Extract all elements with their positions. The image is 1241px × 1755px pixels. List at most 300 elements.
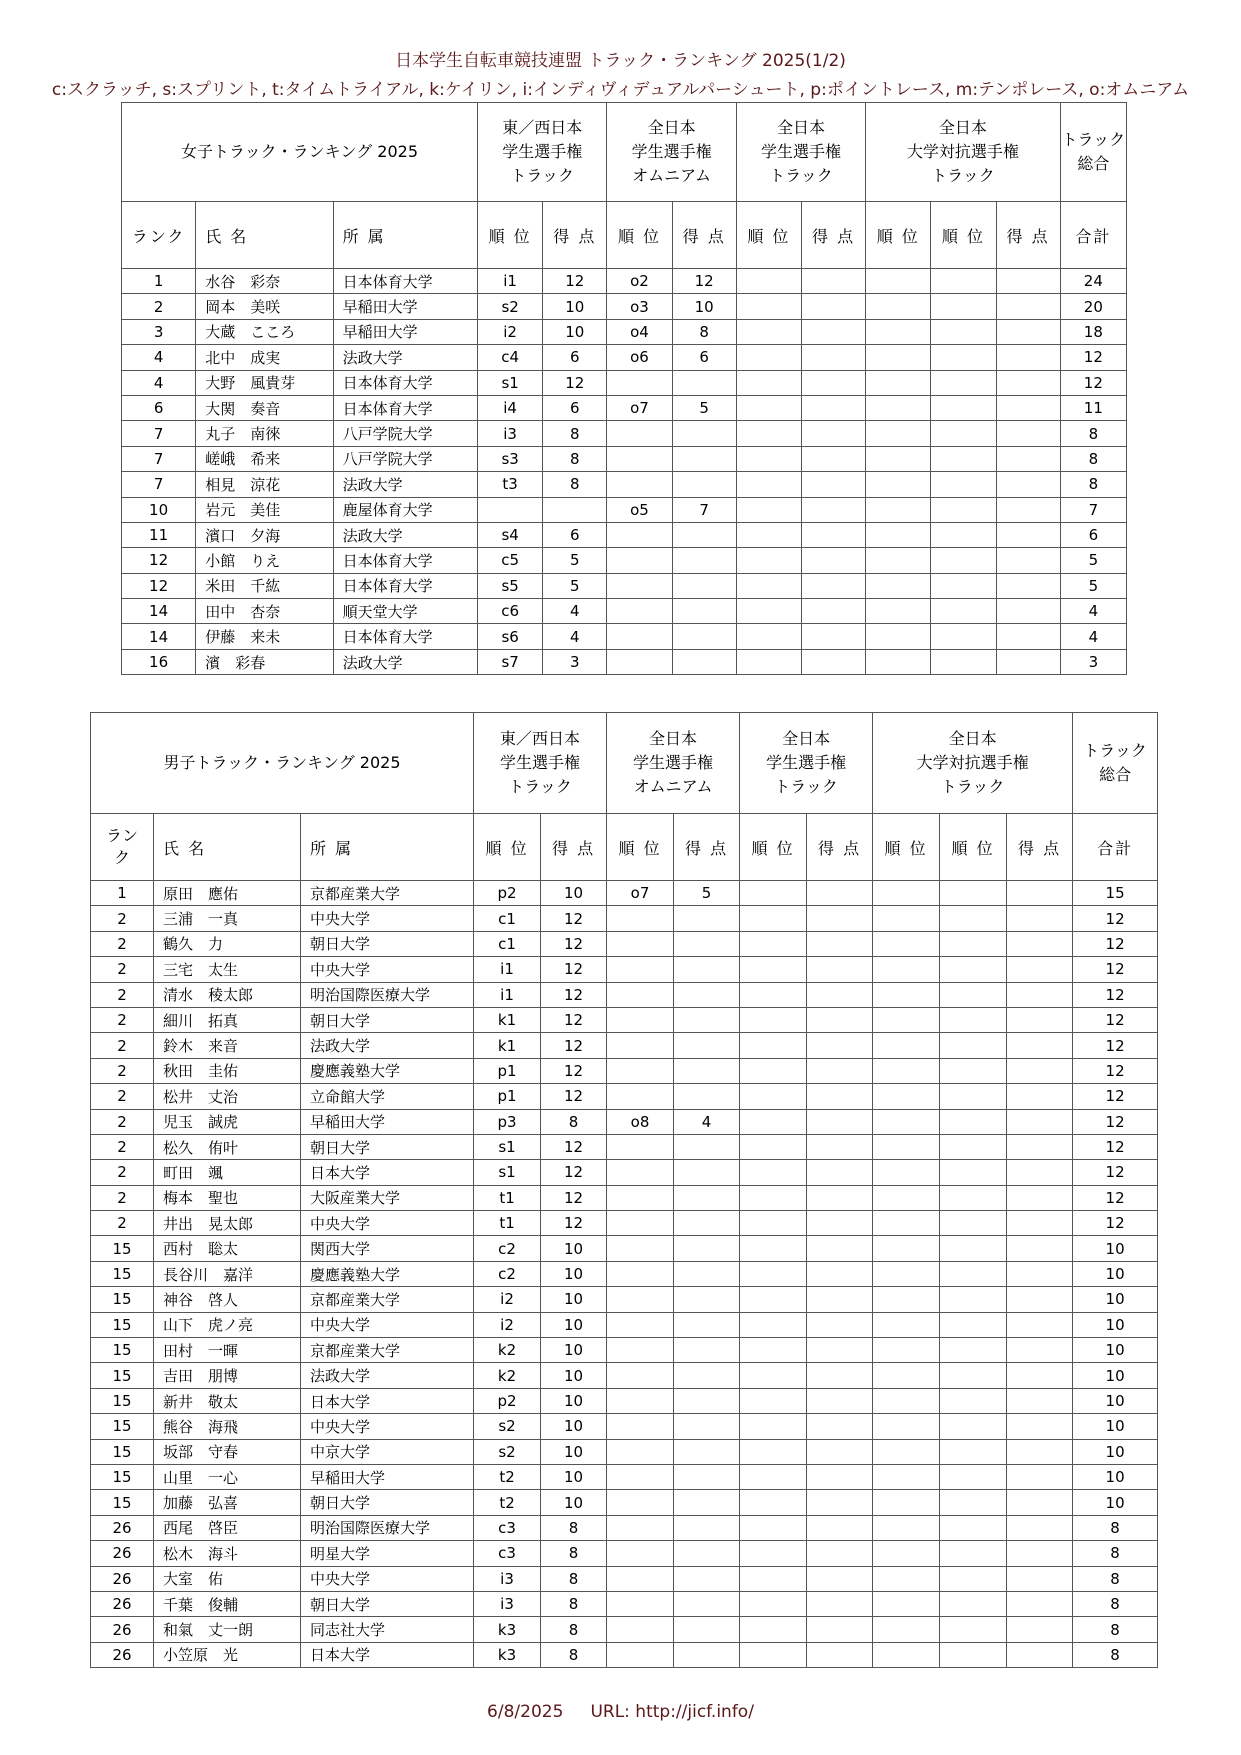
col-rank: 7 — [122, 446, 196, 471]
table-row — [122, 497, 1127, 522]
table-row — [91, 982, 1158, 1007]
col-place — [931, 269, 996, 294]
col-points — [674, 1490, 740, 1515]
col-points — [801, 294, 865, 319]
col-place — [607, 1591, 674, 1616]
col-place: i1 — [474, 957, 541, 982]
col-name: 吉田 朋博 — [154, 1363, 301, 1388]
col-place: k2 — [474, 1338, 541, 1363]
col-place: i1 — [478, 269, 543, 294]
col-points — [807, 906, 873, 931]
col-total: 8 — [1060, 472, 1126, 497]
col-place: i2 — [474, 1312, 541, 1337]
col-place-header: 順 位 — [607, 202, 672, 269]
col-total: 10 — [1073, 1414, 1158, 1439]
col-place — [740, 1490, 807, 1515]
table-row — [122, 548, 1127, 573]
table-row — [91, 881, 1158, 906]
col-points — [1007, 1388, 1073, 1413]
col-total: 10 — [1073, 1388, 1158, 1413]
col-place: c4 — [478, 345, 543, 370]
col-points: 8 — [543, 421, 607, 446]
col-place — [873, 1236, 940, 1261]
col-place — [940, 1134, 1007, 1159]
col-total: 18 — [1060, 319, 1126, 344]
col-affiliation: 八戸学院大学 — [333, 421, 477, 446]
col-rank: 15 — [91, 1236, 154, 1261]
col-rank: 26 — [91, 1642, 154, 1667]
col-place: s5 — [478, 573, 543, 598]
col-points — [672, 522, 736, 547]
col-place — [940, 1109, 1007, 1134]
col-place: t1 — [474, 1211, 541, 1236]
col-place — [866, 319, 931, 344]
col-points — [674, 957, 740, 982]
col-place — [940, 1566, 1007, 1591]
col-place — [736, 294, 801, 319]
table-row — [91, 1084, 1158, 1109]
col-place: o2 — [607, 269, 672, 294]
col-rank: 15 — [91, 1464, 154, 1489]
col-place — [931, 573, 996, 598]
col-points: 12 — [541, 1084, 607, 1109]
col-rank: 1 — [91, 881, 154, 906]
col-place: c3 — [474, 1541, 541, 1566]
col-place: o7 — [607, 881, 674, 906]
table-row — [122, 319, 1127, 344]
col-total-header: 合計 — [1073, 814, 1158, 881]
col-points — [1007, 1160, 1073, 1185]
col-place — [866, 522, 931, 547]
col-rank: 26 — [91, 1591, 154, 1616]
col-points — [1007, 1541, 1073, 1566]
col-rank: 26 — [91, 1541, 154, 1566]
col-points: 8 — [541, 1541, 607, 1566]
col-points-header: 得 点 — [1007, 814, 1073, 881]
col-place — [740, 1541, 807, 1566]
col-name: 大室 佑 — [154, 1566, 301, 1591]
col-affiliation: 明治国際医療大学 — [301, 1515, 474, 1540]
col-points — [674, 1541, 740, 1566]
col-place — [873, 1541, 940, 1566]
col-rank: 2 — [91, 931, 154, 956]
col-total: 4 — [1060, 624, 1126, 649]
col-place — [940, 1084, 1007, 1109]
col-place — [607, 1033, 674, 1058]
col-points — [801, 573, 865, 598]
col-rank: 15 — [91, 1312, 154, 1337]
table-row — [91, 1490, 1158, 1515]
col-rank: 26 — [91, 1617, 154, 1642]
col-points — [996, 294, 1060, 319]
col-place: s2 — [478, 294, 543, 319]
col-points — [996, 624, 1060, 649]
col-total: 12 — [1073, 1007, 1158, 1032]
col-name: 三浦 一真 — [154, 906, 301, 931]
col-points — [674, 1261, 740, 1286]
col-affiliation: 日本大学 — [301, 1642, 474, 1667]
col-points — [1007, 931, 1073, 956]
col-affiliation: 日本体育大学 — [333, 370, 477, 395]
col-points — [1007, 1363, 1073, 1388]
col-points: 10 — [541, 1236, 607, 1261]
col-place-header: 順 位 — [931, 202, 996, 269]
table-row — [122, 472, 1127, 497]
col-place — [940, 1515, 1007, 1540]
col-place — [873, 1439, 940, 1464]
col-affiliation: 早稲田大学 — [333, 319, 477, 344]
table-row — [91, 1464, 1158, 1489]
col-points: 8 — [541, 1591, 607, 1616]
col-place — [873, 1566, 940, 1591]
col-affiliation-header: 所 属 — [301, 814, 474, 881]
col-points — [672, 624, 736, 649]
col-points — [1007, 1287, 1073, 1312]
col-name: 山下 虎ノ亮 — [154, 1312, 301, 1337]
col-affiliation: 中央大学 — [301, 1211, 474, 1236]
footer — [0, 1702, 1241, 1722]
col-place — [740, 1414, 807, 1439]
group-header-national-track: 全日本 学生選手権 トラック — [740, 713, 873, 814]
col-place — [873, 1312, 940, 1337]
col-points — [807, 1261, 873, 1286]
col-rank-header: ラン ク — [91, 814, 154, 881]
col-affiliation: 立命館大学 — [301, 1084, 474, 1109]
col-place — [873, 1414, 940, 1439]
col-affiliation: 法政大学 — [333, 345, 477, 370]
col-place-header: 順 位 — [873, 814, 940, 881]
col-points — [996, 497, 1060, 522]
group-header-overall: トラック 総合 — [1073, 713, 1158, 814]
col-place — [478, 497, 543, 522]
col-points — [674, 1211, 740, 1236]
col-points — [807, 1033, 873, 1058]
col-points — [807, 1058, 873, 1083]
col-total: 10 — [1073, 1287, 1158, 1312]
col-points: 8 — [672, 319, 736, 344]
col-points — [807, 1363, 873, 1388]
col-place — [931, 497, 996, 522]
col-rank: 15 — [91, 1388, 154, 1413]
col-place: o3 — [607, 294, 672, 319]
col-rank: 26 — [91, 1515, 154, 1540]
col-points: 10 — [543, 319, 607, 344]
col-place — [873, 1007, 940, 1032]
col-place — [940, 1388, 1007, 1413]
col-place — [866, 624, 931, 649]
col-rank: 2 — [91, 906, 154, 931]
col-total: 10 — [1073, 1464, 1158, 1489]
col-place: k1 — [474, 1007, 541, 1032]
col-rank: 4 — [122, 345, 196, 370]
col-place — [740, 1185, 807, 1210]
col-place: s3 — [478, 446, 543, 471]
col-place — [931, 649, 996, 674]
col-points: 10 — [541, 1439, 607, 1464]
col-total: 20 — [1060, 294, 1126, 319]
group-header-east-west: 東／西日本 学生選手権 トラック — [478, 103, 607, 202]
col-place — [940, 1490, 1007, 1515]
col-points — [1007, 1338, 1073, 1363]
col-rank: 7 — [122, 421, 196, 446]
women-table-title: 女子トラック・ランキング 2025 — [122, 103, 478, 202]
col-points — [996, 446, 1060, 471]
col-place — [740, 1363, 807, 1388]
col-affiliation: 中京大学 — [301, 1439, 474, 1464]
table-row — [91, 1388, 1158, 1413]
col-place: s2 — [474, 1439, 541, 1464]
col-name: 鈴木 来音 — [154, 1033, 301, 1058]
col-place: c1 — [474, 906, 541, 931]
col-place — [931, 345, 996, 370]
col-place: o7 — [607, 395, 672, 420]
col-place — [607, 1084, 674, 1109]
col-total: 12 — [1073, 931, 1158, 956]
col-points: 12 — [543, 370, 607, 395]
col-points — [674, 1338, 740, 1363]
table-row — [91, 1185, 1158, 1210]
col-place: o8 — [607, 1109, 674, 1134]
col-rank: 2 — [91, 1211, 154, 1236]
col-affiliation: 日本大学 — [301, 1388, 474, 1413]
col-affiliation: 明星大学 — [301, 1541, 474, 1566]
col-points — [674, 982, 740, 1007]
col-points: 12 — [541, 906, 607, 931]
col-place — [607, 1414, 674, 1439]
col-points — [1007, 1439, 1073, 1464]
col-points — [1007, 1211, 1073, 1236]
col-place-header: 順 位 — [607, 814, 674, 881]
col-rank: 2 — [91, 1084, 154, 1109]
col-points — [1007, 957, 1073, 982]
col-place — [607, 624, 672, 649]
col-points: 6 — [543, 395, 607, 420]
col-rank: 26 — [91, 1566, 154, 1591]
col-place — [740, 1388, 807, 1413]
col-name: 三宅 太生 — [154, 957, 301, 982]
col-name: 加藤 弘喜 — [154, 1490, 301, 1515]
col-points — [674, 1388, 740, 1413]
col-rank: 2 — [91, 1058, 154, 1083]
col-rank: 10 — [122, 497, 196, 522]
col-points — [807, 1642, 873, 1667]
col-total: 15 — [1073, 881, 1158, 906]
col-place — [740, 1160, 807, 1185]
col-total: 8 — [1073, 1515, 1158, 1540]
group-header-overall: トラック 総合 — [1060, 103, 1126, 202]
col-rank: 2 — [91, 1033, 154, 1058]
col-points — [996, 573, 1060, 598]
col-points — [674, 1134, 740, 1159]
col-affiliation: 法政大学 — [301, 1363, 474, 1388]
col-points — [672, 370, 736, 395]
col-points — [807, 1490, 873, 1515]
col-affiliation: 日本大学 — [301, 1160, 474, 1185]
col-place — [736, 497, 801, 522]
col-points — [801, 395, 865, 420]
col-place — [607, 1185, 674, 1210]
col-affiliation: 関西大学 — [301, 1236, 474, 1261]
col-points — [801, 421, 865, 446]
col-name: 原田 應佑 — [154, 881, 301, 906]
col-rank: 15 — [91, 1414, 154, 1439]
col-name: 大野 風貴芽 — [196, 370, 333, 395]
col-total: 8 — [1073, 1541, 1158, 1566]
table-row — [91, 1058, 1158, 1083]
col-points — [807, 881, 873, 906]
col-total: 8 — [1060, 421, 1126, 446]
col-place — [873, 1338, 940, 1363]
col-place: s4 — [478, 522, 543, 547]
col-rank: 12 — [122, 548, 196, 573]
col-points — [674, 1312, 740, 1337]
col-place: i3 — [478, 421, 543, 446]
col-points: 12 — [541, 957, 607, 982]
col-points — [1007, 1058, 1073, 1083]
col-points — [801, 345, 865, 370]
col-points — [807, 1591, 873, 1616]
col-points — [801, 624, 865, 649]
col-points — [807, 1134, 873, 1159]
col-rank: 15 — [91, 1261, 154, 1286]
col-points — [1007, 1236, 1073, 1261]
col-place: k3 — [474, 1642, 541, 1667]
col-points: 8 — [541, 1109, 607, 1134]
col-total-header: 合計 — [1060, 202, 1126, 269]
col-place — [607, 931, 674, 956]
col-place — [873, 906, 940, 931]
col-name: 小館 りえ — [196, 548, 333, 573]
men-table-body — [91, 881, 1158, 1668]
col-affiliation: 朝日大学 — [301, 1134, 474, 1159]
col-points — [807, 1515, 873, 1540]
col-place — [866, 370, 931, 395]
col-points: 8 — [543, 446, 607, 471]
col-points-header: 得 点 — [541, 814, 607, 881]
table-row — [122, 573, 1127, 598]
col-total: 10 — [1073, 1439, 1158, 1464]
col-name: 鶴久 力 — [154, 931, 301, 956]
col-place — [940, 1033, 1007, 1058]
table-row — [91, 1261, 1158, 1286]
col-affiliation: 早稲田大学 — [333, 294, 477, 319]
table-row — [91, 1591, 1158, 1616]
table-row — [91, 1414, 1158, 1439]
col-points: 10 — [543, 294, 607, 319]
col-affiliation: 慶應義塾大学 — [301, 1058, 474, 1083]
col-affiliation: 慶應義塾大学 — [301, 1261, 474, 1286]
col-affiliation: 同志社大学 — [301, 1617, 474, 1642]
col-place: i1 — [474, 982, 541, 1007]
col-place — [940, 1363, 1007, 1388]
col-points — [807, 1236, 873, 1261]
col-points — [674, 1414, 740, 1439]
table-row — [91, 1617, 1158, 1642]
group-header-national-track: 全日本 学生選手権 トラック — [736, 103, 865, 202]
col-place — [931, 319, 996, 344]
col-points — [807, 1007, 873, 1032]
col-rank: 2 — [91, 957, 154, 982]
col-points — [672, 421, 736, 446]
col-points — [674, 931, 740, 956]
col-place: s6 — [478, 624, 543, 649]
col-points — [674, 1591, 740, 1616]
col-points — [674, 1617, 740, 1642]
col-place — [866, 269, 931, 294]
col-name: 秋田 圭佑 — [154, 1058, 301, 1083]
col-points: 10 — [541, 1363, 607, 1388]
col-name: 新井 敬太 — [154, 1388, 301, 1413]
col-place — [940, 931, 1007, 956]
col-name: 松久 侑叶 — [154, 1134, 301, 1159]
col-place — [931, 522, 996, 547]
col-name: 岩元 美佳 — [196, 497, 333, 522]
col-place — [740, 1464, 807, 1489]
col-rank: 2 — [91, 1007, 154, 1032]
col-points — [672, 446, 736, 471]
col-place — [607, 1388, 674, 1413]
col-points: 12 — [543, 269, 607, 294]
col-points-header: 得 点 — [672, 202, 736, 269]
col-name-header: 氏 名 — [154, 814, 301, 881]
col-points: 10 — [541, 1261, 607, 1286]
table-row — [122, 370, 1127, 395]
col-points: 12 — [541, 1211, 607, 1236]
col-place — [607, 1464, 674, 1489]
col-place — [940, 1464, 1007, 1489]
col-name: 相見 涼花 — [196, 472, 333, 497]
table-row — [122, 345, 1127, 370]
col-rank: 2 — [91, 982, 154, 1007]
col-place — [607, 472, 672, 497]
col-place — [736, 573, 801, 598]
col-place — [940, 1541, 1007, 1566]
col-name: 熊谷 海飛 — [154, 1414, 301, 1439]
col-place: i2 — [478, 319, 543, 344]
men-table-title: 男子トラック・ランキング 2025 — [91, 713, 474, 814]
col-place — [740, 1591, 807, 1616]
col-name: 小笠原 光 — [154, 1642, 301, 1667]
col-points: 10 — [541, 1464, 607, 1489]
col-affiliation: 中央大学 — [301, 1312, 474, 1337]
table-row — [91, 1338, 1158, 1363]
col-place — [607, 1058, 674, 1083]
col-place-header: 順 位 — [478, 202, 543, 269]
col-place: p1 — [474, 1058, 541, 1083]
col-affiliation: 中央大学 — [301, 1414, 474, 1439]
col-name: 松井 丈治 — [154, 1084, 301, 1109]
col-place — [740, 1007, 807, 1032]
col-total: 10 — [1073, 1363, 1158, 1388]
col-place: t2 — [474, 1464, 541, 1489]
col-place — [607, 1007, 674, 1032]
col-points — [807, 1566, 873, 1591]
col-total: 12 — [1073, 1084, 1158, 1109]
col-points — [674, 1058, 740, 1083]
col-points: 3 — [543, 649, 607, 674]
col-rank: 2 — [91, 1160, 154, 1185]
table-row — [122, 624, 1127, 649]
col-points: 4 — [674, 1109, 740, 1134]
col-place — [607, 906, 674, 931]
col-points: 12 — [541, 1033, 607, 1058]
col-total: 12 — [1060, 345, 1126, 370]
col-place — [736, 649, 801, 674]
col-place — [873, 1211, 940, 1236]
col-rank: 2 — [91, 1134, 154, 1159]
col-place — [873, 1058, 940, 1083]
col-points-header: 得 点 — [807, 814, 873, 881]
